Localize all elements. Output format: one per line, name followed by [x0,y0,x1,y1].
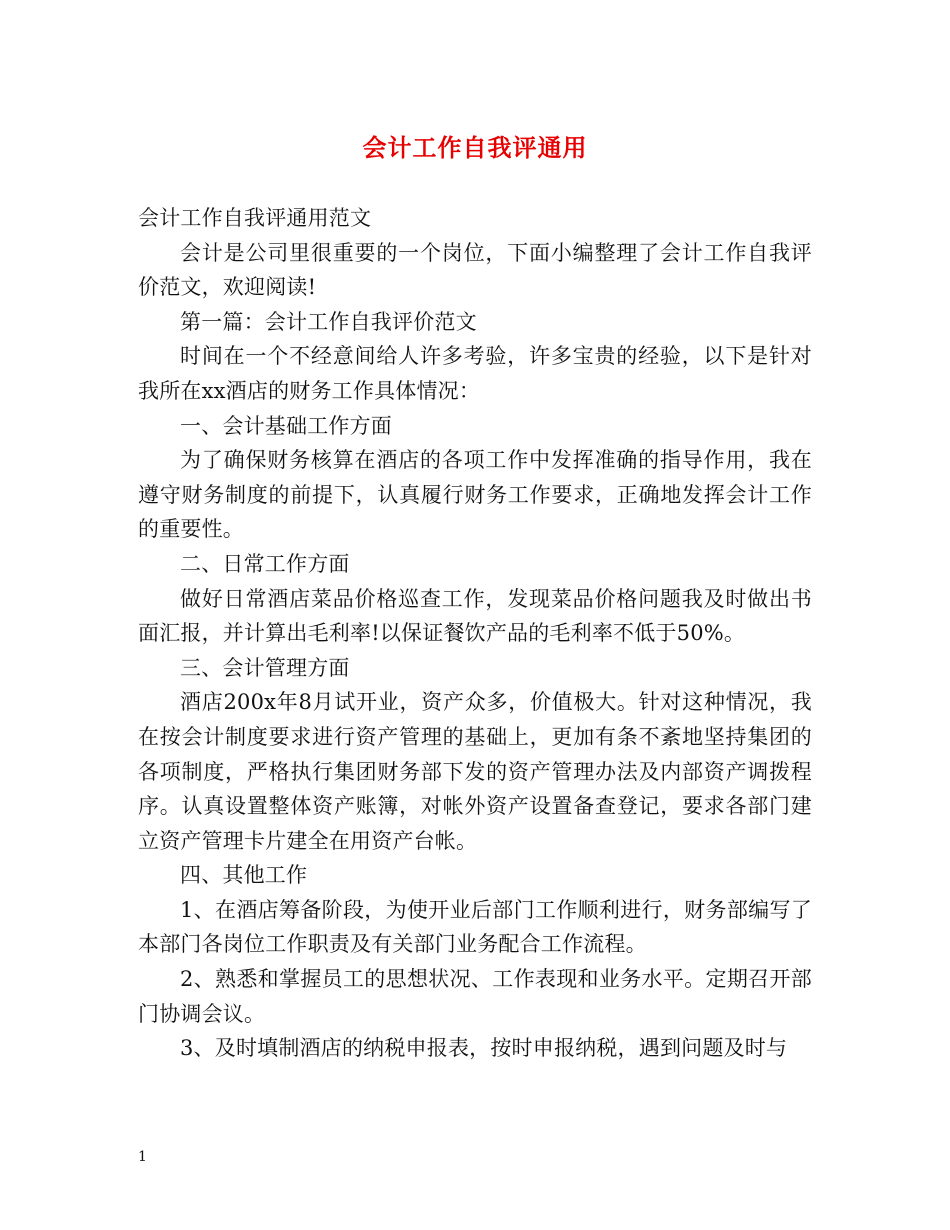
paragraph-heading-daily: 二、日常工作方面 [180,551,350,576]
paragraph: 酒店200x年8月试开业，资产众多，价值极大。针对这种情况，我在按会计制度要求进行资产管理的基础上，更加有条不紊地坚持集团的各项制度，严格执行集团财务部下发的资产管理办法及内部资产调拨程序。认真设置整体资产账簿，对帐外资产设置备查登记，要求各部门建立资产管理卡片建全在用资产台帐。 [138,690,812,853]
paragraph-list-item: 1、在酒店筹备阶段，为使开业后部门工作顺利进行，财务部编写了本部门各岗位工作职责及有关部门业务配合工作流程。 [138,897,812,957]
paragraph: 为了确保财务核算在酒店的各项工作中发挥准确的指导作用，我在遵守财务制度的前提下，认真履行财务工作要求，正确地发挥会计工作的重要性。 [138,448,812,542]
document-body [138,201,812,1066]
paragraph-list-item: 3、及时填制酒店的纳税申报表，按时申报纳税，遇到问题及时与 [180,1036,788,1061]
paragraph: 做好日常酒店菜品价格巡查工作，发现菜品价格问题我及时做出书面汇报，并计算出毛利率!以保证餐饮产品的毛利率不低于50%。 [138,586,812,646]
paragraph-list-item: 2、熟悉和掌握员工的思想状况、工作表现和业务水平。定期召开部门协调会议。 [138,967,812,1026]
paragraph-intro: 会计是公司里很重要的一个岗位，下面小编整理了会计工作自我评价范文，欢迎阅读! [138,240,812,300]
paragraph-section-heading: 第一篇：会计工作自我评价范文 [180,309,477,334]
paragraph-subtitle: 会计工作自我评通用范文 [138,206,372,230]
document-title: 会计工作自我评通用 [362,133,588,162]
paragraph-heading-basics: 一、会计基础工作方面 [180,413,392,438]
paragraph-heading-management: 三、会计管理方面 [180,655,350,680]
paragraph: 时间在一个不经意间给人许多考验，许多宝贵的经验，以下是针对我所在xx酒店的财务工作具体情况： [138,344,812,403]
paragraph-heading-other: 四、其他工作 [180,863,308,888]
page-number: 1 [138,1149,147,1165]
